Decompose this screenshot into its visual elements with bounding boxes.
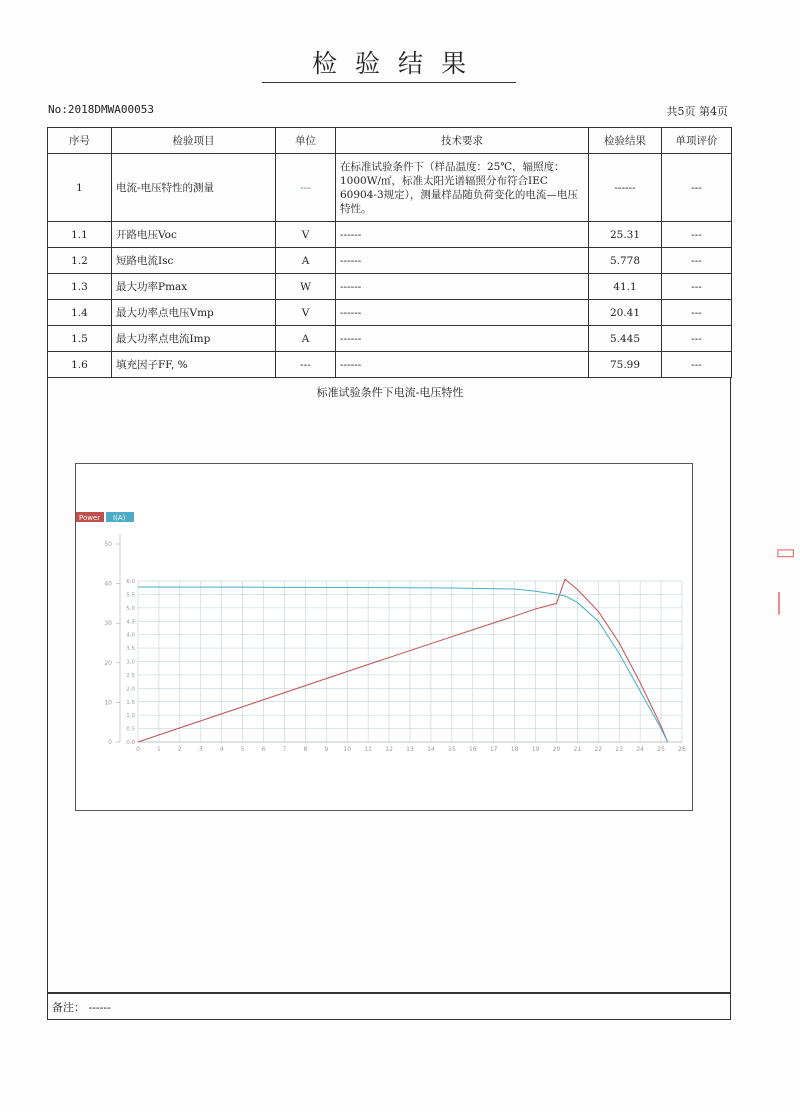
cell-evaluation: --- (662, 300, 732, 326)
cell-result: ------ (589, 154, 662, 222)
cell-result: 20.41 (589, 300, 662, 326)
y-left-tick-label: 40 (104, 580, 112, 588)
y-left-tick-label: 0 (108, 739, 112, 746)
y-left-tick-label: 10 (104, 699, 112, 707)
cell-result: 5.778 (589, 248, 662, 274)
remarks-value: ------ (88, 1001, 111, 1014)
y-left-tick-label: 30 (104, 620, 112, 628)
x-tick-label: 24 (636, 746, 644, 753)
x-tick-label: 5 (240, 746, 245, 753)
cell-unit: A (276, 248, 336, 274)
header-result: 检验结果 (589, 128, 662, 154)
cell-item: 最大功率Pmax (112, 274, 276, 300)
x-tick-label: 25 (657, 746, 665, 753)
x-tick-label: 26 (678, 746, 686, 753)
document-number: No:2018DMWA00053 (48, 103, 154, 116)
cell-requirement: ------ (336, 274, 589, 300)
x-tick-label: 10 (343, 746, 352, 753)
chart-section (47, 378, 731, 993)
stamp-fragment: ▭ | (775, 540, 796, 615)
y-right-tick-label: 3.0 (126, 659, 135, 666)
cell-requirement: ------ (336, 300, 589, 326)
page-info: 共5页 第4页 (666, 105, 728, 118)
y-right-tick-label: 4.0 (126, 632, 135, 639)
header-requirement: 技术要求 (336, 128, 589, 154)
cell-unit: --- (276, 352, 336, 378)
x-tick-label: 0 (136, 746, 140, 753)
x-tick-label: 4 (219, 746, 224, 753)
cell-evaluation: --- (662, 352, 732, 378)
cell-no: 1.4 (48, 300, 112, 326)
series-line-ia (138, 587, 668, 742)
x-tick-label: 15 (448, 746, 456, 753)
x-tick-label: 13 (406, 746, 414, 753)
header-evaluation: 单项评价 (662, 128, 732, 154)
y-right-tick-label: 1.0 (126, 713, 135, 720)
cell-item: 填充因子FF, % (112, 352, 276, 378)
x-tick-label: 6 (261, 746, 266, 753)
x-tick-label: 8 (303, 746, 308, 753)
results-table (47, 127, 732, 378)
title-underline (262, 82, 516, 83)
cell-evaluation: --- (662, 222, 732, 248)
cell-requirement: ------ (336, 352, 589, 378)
cell-no: 1 (48, 154, 112, 222)
y-right-tick-label: 3.5 (126, 646, 135, 653)
x-tick-label: 1 (157, 746, 161, 753)
cell-no: 1.5 (48, 326, 112, 352)
cell-requirement: ------ (336, 222, 589, 248)
y-right-tick-label: 6.0 (126, 579, 135, 585)
y-left-tick-label: 50 (104, 541, 112, 548)
y-right-tick-label: 0.0 (126, 740, 135, 746)
x-tick-label: 12 (385, 746, 393, 753)
cell-evaluation: --- (662, 154, 732, 222)
x-tick-label: 17 (489, 746, 498, 753)
x-tick-label: 7 (282, 746, 287, 753)
cell-item: 短路电流Isc (112, 248, 276, 274)
cell-result: 41.1 (589, 274, 662, 300)
cell-item: 最大功率点电压Vmp (112, 300, 276, 326)
y-right-tick-label: 0.5 (126, 726, 135, 733)
x-tick-label: 3 (198, 746, 203, 753)
cell-requirement: ------ (336, 326, 589, 352)
y-right-tick-label: 5.5 (126, 592, 135, 599)
header-unit: 单位 (276, 128, 336, 154)
table-header-row (48, 128, 732, 154)
series-line-power (138, 579, 668, 742)
chart-caption: 标准试验条件下电流-电压特性 (316, 386, 464, 399)
y-right-tick-label: 2.0 (126, 686, 135, 693)
remarks-label: 备注： (52, 1001, 85, 1014)
x-tick-label: 16 (468, 746, 477, 753)
cell-requirement: 在标准试验条件下（样品温度：25℃，辐照度：1000W/㎡，标准太阳光谱辐照分布符合IEC 60904-3规定），测量样品随负荷变化的电流—电压特性。 (336, 154, 589, 222)
x-tick-label: 11 (364, 746, 372, 753)
chart-frame (75, 463, 693, 811)
cell-unit: --- (276, 154, 336, 222)
x-tick-label: 20 (552, 746, 561, 753)
y-right-tick-label: 2.5 (126, 672, 135, 679)
x-tick-label: 19 (531, 746, 540, 753)
y-right-tick-label: 1.5 (126, 699, 135, 706)
cell-evaluation: --- (662, 274, 732, 300)
cell-item: 电流-电压特性的测量 (112, 154, 276, 222)
cell-unit: V (276, 300, 336, 326)
y-right-tick-label: 5.0 (126, 605, 135, 612)
header-no: 序号 (48, 128, 112, 154)
remarks-row (47, 993, 731, 1020)
x-tick-label: 9 (324, 746, 329, 753)
cell-no: 1.3 (48, 274, 112, 300)
cell-item: 开路电压Voc (112, 222, 276, 248)
cell-no: 1.1 (48, 222, 112, 248)
page-title: 检验结果 (311, 49, 484, 78)
cell-unit: V (276, 222, 336, 248)
x-tick-label: 21 (573, 746, 582, 753)
table-row (48, 248, 732, 274)
table-row (48, 274, 732, 300)
header-item: 检验项目 (112, 128, 276, 154)
cell-unit: A (276, 326, 336, 352)
cell-unit: W (276, 274, 336, 300)
x-tick-label: 18 (510, 746, 519, 753)
cell-evaluation: --- (662, 248, 732, 274)
table-row-main (48, 154, 732, 222)
iv-chart (76, 464, 692, 810)
cell-requirement: ------ (336, 248, 589, 274)
table-row (48, 352, 732, 378)
x-tick-label: 22 (594, 746, 603, 753)
table-row (48, 222, 732, 248)
cell-result: 75.99 (589, 352, 662, 378)
legend-power-label: Power (79, 514, 101, 522)
cell-result: 5.445 (589, 326, 662, 352)
cell-result: 25.31 (589, 222, 662, 248)
table-row (48, 326, 732, 352)
x-tick-label: 2 (177, 746, 182, 753)
legend-current-label: I(A) (113, 514, 126, 522)
y-left-tick-label: 20 (104, 659, 112, 667)
cell-item: 最大功率点电流Imp (112, 326, 276, 352)
table-row (48, 300, 732, 326)
cell-no: 1.6 (48, 352, 112, 378)
cell-no: 1.2 (48, 248, 112, 274)
x-tick-label: 23 (615, 746, 624, 753)
y-right-tick-label: 4.5 (126, 619, 135, 626)
cell-evaluation: --- (662, 326, 732, 352)
x-tick-label: 14 (427, 746, 435, 753)
